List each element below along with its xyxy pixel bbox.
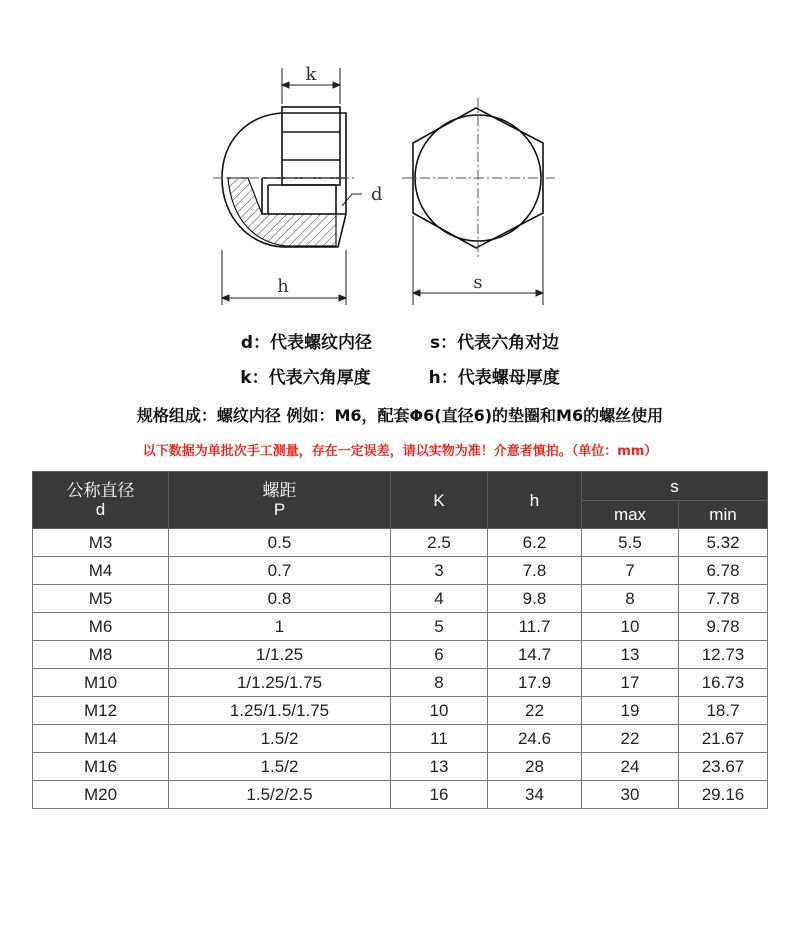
cell-s-max: 7 xyxy=(582,557,679,585)
cell-k: 8 xyxy=(391,669,488,697)
cell-pitch: 0.8 xyxy=(169,585,391,613)
header-pitch: 螺距 P xyxy=(169,472,391,529)
label-k: k xyxy=(305,64,317,85)
cell-h: 28 xyxy=(488,753,582,781)
cell-h: 34 xyxy=(488,781,582,809)
cell-s-max: 19 xyxy=(582,697,679,725)
table-row xyxy=(33,529,768,557)
cell-h: 22 xyxy=(488,697,582,725)
spec-table-body xyxy=(33,529,768,809)
cell-s-min: 16.73 xyxy=(679,669,768,697)
cell-pitch: 1/1.25/1.75 xyxy=(169,669,391,697)
cell-h: 7.8 xyxy=(488,557,582,585)
cell-d: M8 xyxy=(33,641,169,669)
cell-k: 10 xyxy=(391,697,488,725)
cell-d: M5 xyxy=(33,585,169,613)
cell-pitch: 1.5/2 xyxy=(169,725,391,753)
table-row xyxy=(33,557,768,585)
cell-k: 13 xyxy=(391,753,488,781)
cell-d: M6 xyxy=(33,613,169,641)
cell-d: M10 xyxy=(33,669,169,697)
cell-s-min: 18.7 xyxy=(679,697,768,725)
cap-nut-drawing xyxy=(0,0,800,320)
cell-pitch: 1.5/2/2.5 xyxy=(169,781,391,809)
table-row xyxy=(33,669,768,697)
cell-s-min: 5.32 xyxy=(679,529,768,557)
cell-h: 14.7 xyxy=(488,641,582,669)
label-h: h xyxy=(277,276,289,297)
dimension-d xyxy=(342,194,362,206)
measurement-warning: 以下数据为单批次手工测量，存在一定误差，请以实物为准！介意者慎拍。（单位：mm） xyxy=(142,444,658,459)
legend-h: h：代表螺母厚度 xyxy=(428,368,560,388)
cell-s-max: 10 xyxy=(582,613,679,641)
cell-pitch: 1.5/2 xyxy=(169,753,391,781)
table-row xyxy=(33,613,768,641)
cell-d: M4 xyxy=(33,557,169,585)
cell-s-min: 9.78 xyxy=(679,613,768,641)
legend-row-1 xyxy=(0,328,800,353)
cell-d: M12 xyxy=(33,697,169,725)
hatched-section xyxy=(228,178,336,246)
cell-s-max: 13 xyxy=(582,641,679,669)
cell-s-max: 30 xyxy=(582,781,679,809)
table-row xyxy=(33,697,768,725)
cell-d: M3 xyxy=(33,529,169,557)
legend-row-2 xyxy=(0,363,800,388)
table-row xyxy=(33,753,768,781)
legend-s: s：代表六角对边 xyxy=(430,333,560,353)
cell-s-max: 5.5 xyxy=(582,529,679,557)
table-row xyxy=(33,641,768,669)
cell-k: 16 xyxy=(391,781,488,809)
cell-s-min: 29.16 xyxy=(679,781,768,809)
cell-s-min: 6.78 xyxy=(679,557,768,585)
cell-pitch: 1 xyxy=(169,613,391,641)
cell-k: 6 xyxy=(391,641,488,669)
legend-d: d：代表螺纹内径 xyxy=(240,333,373,353)
table-row xyxy=(33,781,768,809)
legend-k: k：代表六角厚度 xyxy=(240,368,371,388)
cell-k: 5 xyxy=(391,613,488,641)
cell-s-max: 8 xyxy=(582,585,679,613)
cell-pitch: 0.7 xyxy=(169,557,391,585)
cell-s-max: 17 xyxy=(582,669,679,697)
label-d: d xyxy=(371,184,383,205)
table-row xyxy=(33,585,768,613)
cell-d: M14 xyxy=(33,725,169,753)
table-row xyxy=(33,725,768,753)
cell-k: 2.5 xyxy=(391,529,488,557)
cell-k: 11 xyxy=(391,725,488,753)
header-nominal-diameter: 公称直径 d xyxy=(33,472,169,529)
header-s: s xyxy=(582,472,768,501)
cell-h: 11.7 xyxy=(488,613,582,641)
label-s: s xyxy=(473,272,483,293)
cell-s-min: 12.73 xyxy=(679,641,768,669)
cell-s-max: 24 xyxy=(582,753,679,781)
header-s-min: min xyxy=(679,501,768,529)
header-k: K xyxy=(391,472,488,529)
cell-pitch: 0.5 xyxy=(169,529,391,557)
cell-h: 6.2 xyxy=(488,529,582,557)
spec-table xyxy=(32,471,768,809)
header-h: h xyxy=(488,472,582,529)
cell-s-min: 23.67 xyxy=(679,753,768,781)
cell-d: M20 xyxy=(33,781,169,809)
cell-h: 17.9 xyxy=(488,669,582,697)
cell-h: 9.8 xyxy=(488,585,582,613)
cell-k: 4 xyxy=(391,585,488,613)
header-s-max: max xyxy=(582,501,679,529)
cell-s-min: 21.67 xyxy=(679,725,768,753)
cell-pitch: 1/1.25 xyxy=(169,641,391,669)
cell-d: M16 xyxy=(33,753,169,781)
cell-pitch: 1.25/1.5/1.75 xyxy=(169,697,391,725)
cell-s-min: 7.78 xyxy=(679,585,768,613)
cell-h: 24.6 xyxy=(488,725,582,753)
spec-note: 规格组成：螺纹内径 例如：M6，配套Φ6(直径6)的垫圈和M6的螺丝使用 xyxy=(136,406,664,425)
cell-k: 3 xyxy=(391,557,488,585)
cell-s-max: 22 xyxy=(582,725,679,753)
